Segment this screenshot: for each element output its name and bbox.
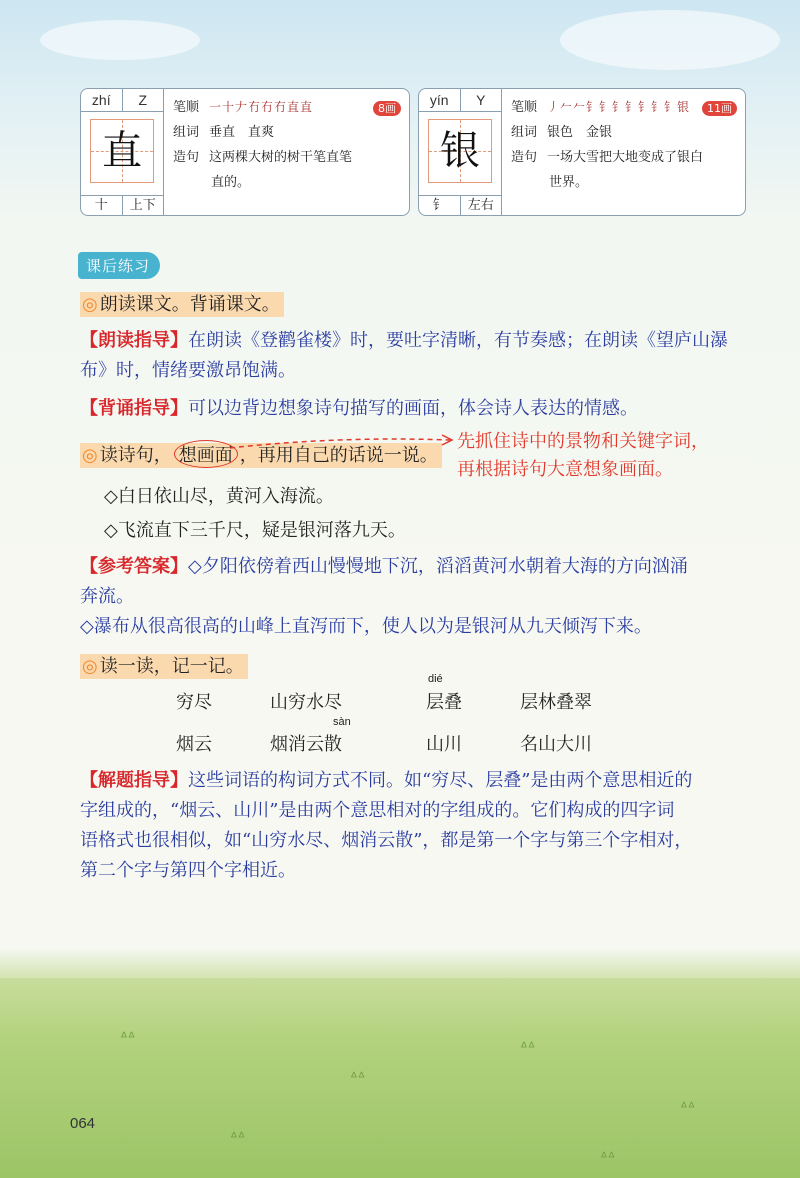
grass-tuft: ᐞᐞ bbox=[680, 1100, 696, 1116]
guide-tag: 【背诵指导】 bbox=[80, 398, 188, 419]
sentence-label: 造句 bbox=[511, 150, 538, 165]
word-examples: 银色 金银 bbox=[547, 125, 613, 140]
char-card-zhi bbox=[80, 88, 410, 216]
pinyin-row bbox=[81, 89, 164, 112]
guide-tag: 【朗读指导】 bbox=[80, 330, 188, 351]
margin-note bbox=[457, 428, 709, 484]
guide-line: 可以边背边想象诗句描写的画面，体会诗人表达的情感。 bbox=[188, 398, 638, 419]
word-item: 层林叠翠 bbox=[520, 692, 592, 713]
word-examples: 垂直 直爽 bbox=[209, 125, 275, 140]
answer-line: ◇瀑布从很高很高的山峰上直泻而下，使人以为是银河从九天倾泻下来。 bbox=[80, 616, 652, 637]
reference-answer bbox=[80, 552, 730, 642]
pinyin-annotation: dié bbox=[428, 673, 443, 685]
task-ring-icon: ◎ bbox=[82, 445, 98, 466]
char-box bbox=[419, 111, 502, 195]
task-text: 朗读课文。背诵课文。 bbox=[99, 294, 280, 315]
poem-line: ◇白日依山尽，黄河入海流。 bbox=[104, 486, 334, 507]
guide-line: 在朗读《登鹳雀楼》时，要吐字清晰，有节奏感；在朗读《望庐山瀑 bbox=[188, 330, 728, 351]
words-label: 组词 bbox=[511, 125, 538, 140]
radical-row bbox=[419, 195, 502, 216]
pinyin-annotation: sàn bbox=[333, 716, 351, 728]
words-label: 组词 bbox=[173, 125, 200, 140]
task-ring-icon: ◎ bbox=[82, 656, 98, 677]
stroke-count-badge: 8画 bbox=[373, 101, 401, 116]
structure: 左右 bbox=[467, 198, 494, 213]
char-box bbox=[81, 111, 164, 195]
answer-line: ◇夕阳依傍着西山慢慢地下沉，滔滔黄河水朝着大海的方向汹涌 bbox=[188, 556, 688, 577]
explain-line: 字组成的，“烟云、山川”是由两个意思相对的字组成的。它们构成的四字词 bbox=[80, 800, 675, 821]
grass-tuft: ᐞᐞ bbox=[520, 1040, 536, 1056]
sentence-line: 一场大雪把大地变成了银白 bbox=[547, 150, 704, 165]
stroke-count-badge: 11画 bbox=[702, 101, 737, 116]
char-info bbox=[511, 95, 737, 195]
char-card-yin bbox=[418, 88, 746, 216]
reading-guide bbox=[80, 326, 730, 386]
sentence-line: 世界。 bbox=[549, 175, 589, 190]
sentence-label: 造句 bbox=[173, 150, 200, 165]
explain-line: 这些词语的构词方式不同。如“穷尽、层叠”是由两个意思相近的 bbox=[188, 770, 693, 791]
answer-line: 奔流。 bbox=[80, 586, 134, 607]
stroke-label: 笔顺 bbox=[173, 100, 200, 115]
explain-line: 语格式也很相似，如“山穷水尽、烟消云散”，都是第一个字与第三个字相对， bbox=[80, 830, 693, 851]
note-line: 先抓住诗中的景物和关键字词， bbox=[457, 431, 709, 452]
note-line: 再根据诗句大意想象画面。 bbox=[457, 459, 673, 480]
circled-keyword: 想画面 bbox=[174, 440, 238, 468]
tian-zi-grid bbox=[428, 119, 492, 183]
sentence-line: 这两棵大树的树干笔直笔 bbox=[209, 150, 353, 165]
grass-field bbox=[0, 978, 800, 1178]
radical: 十 bbox=[81, 196, 123, 216]
page-number: 064 bbox=[70, 1115, 96, 1132]
radical: 钅 bbox=[419, 196, 461, 216]
task-read-recite bbox=[80, 290, 284, 316]
cloud bbox=[560, 10, 780, 70]
char-info bbox=[173, 95, 401, 195]
pinyin-row bbox=[419, 89, 502, 112]
pinyin: zhí bbox=[81, 89, 123, 111]
word-item: 穷尽 bbox=[176, 692, 212, 713]
answer-tag: 【参考答案】 bbox=[80, 556, 188, 577]
sentence-line: 直的。 bbox=[211, 175, 251, 190]
grass-tuft: ᐞᐞ bbox=[230, 1130, 246, 1146]
structure: 上下 bbox=[129, 198, 156, 213]
character: 银 bbox=[440, 128, 480, 174]
word-item: 名山大川 bbox=[520, 734, 592, 755]
stroke-order: 丿𠂉𠂉钅钅钅钅钅钅钅银 bbox=[547, 100, 691, 114]
task-ring-icon: ◎ bbox=[82, 294, 98, 315]
recite-guide bbox=[80, 394, 730, 424]
cloud bbox=[40, 20, 200, 60]
word-item: 烟消云散 bbox=[270, 734, 342, 755]
task-text: ，再用自己的话说一说。 bbox=[239, 445, 438, 466]
task-text: 读一读，记一记。 bbox=[99, 656, 244, 677]
word-item: 层叠 bbox=[426, 692, 462, 713]
explanation-guide bbox=[80, 766, 730, 886]
stroke-order: 一十𠂇冇冇冇直直 bbox=[209, 100, 314, 114]
poem-line: ◇飞流直下三千尺，疑是银河落九天。 bbox=[104, 520, 406, 541]
word-item: 山川 bbox=[426, 734, 462, 755]
task-text: 读诗句， bbox=[99, 445, 172, 466]
task-read-remember bbox=[80, 652, 248, 678]
grass-tuft: ᐞᐞ bbox=[120, 1030, 136, 1046]
tian-zi-grid bbox=[90, 119, 154, 183]
section-title: 课后练习 bbox=[78, 252, 160, 279]
stroke-label: 笔顺 bbox=[511, 100, 538, 115]
grass-tuft: ᐞᐞ bbox=[350, 1070, 366, 1086]
guide-line: 布》时，情绪要激昂饱满。 bbox=[80, 360, 296, 381]
capital-letter: Z bbox=[138, 92, 148, 108]
word-item: 山穷水尽 bbox=[270, 692, 342, 713]
pinyin: yín bbox=[419, 89, 461, 111]
character: 直 bbox=[102, 128, 142, 174]
radical-row bbox=[81, 195, 164, 216]
explain-tag: 【解题指导】 bbox=[80, 770, 188, 791]
word-item: 烟云 bbox=[176, 734, 212, 755]
capital-letter: Y bbox=[476, 92, 486, 108]
explain-line: 第二个字与第四个字相近。 bbox=[80, 860, 296, 881]
annotation-arrow bbox=[228, 432, 458, 452]
grass-tuft: ᐞᐞ bbox=[600, 1150, 616, 1166]
